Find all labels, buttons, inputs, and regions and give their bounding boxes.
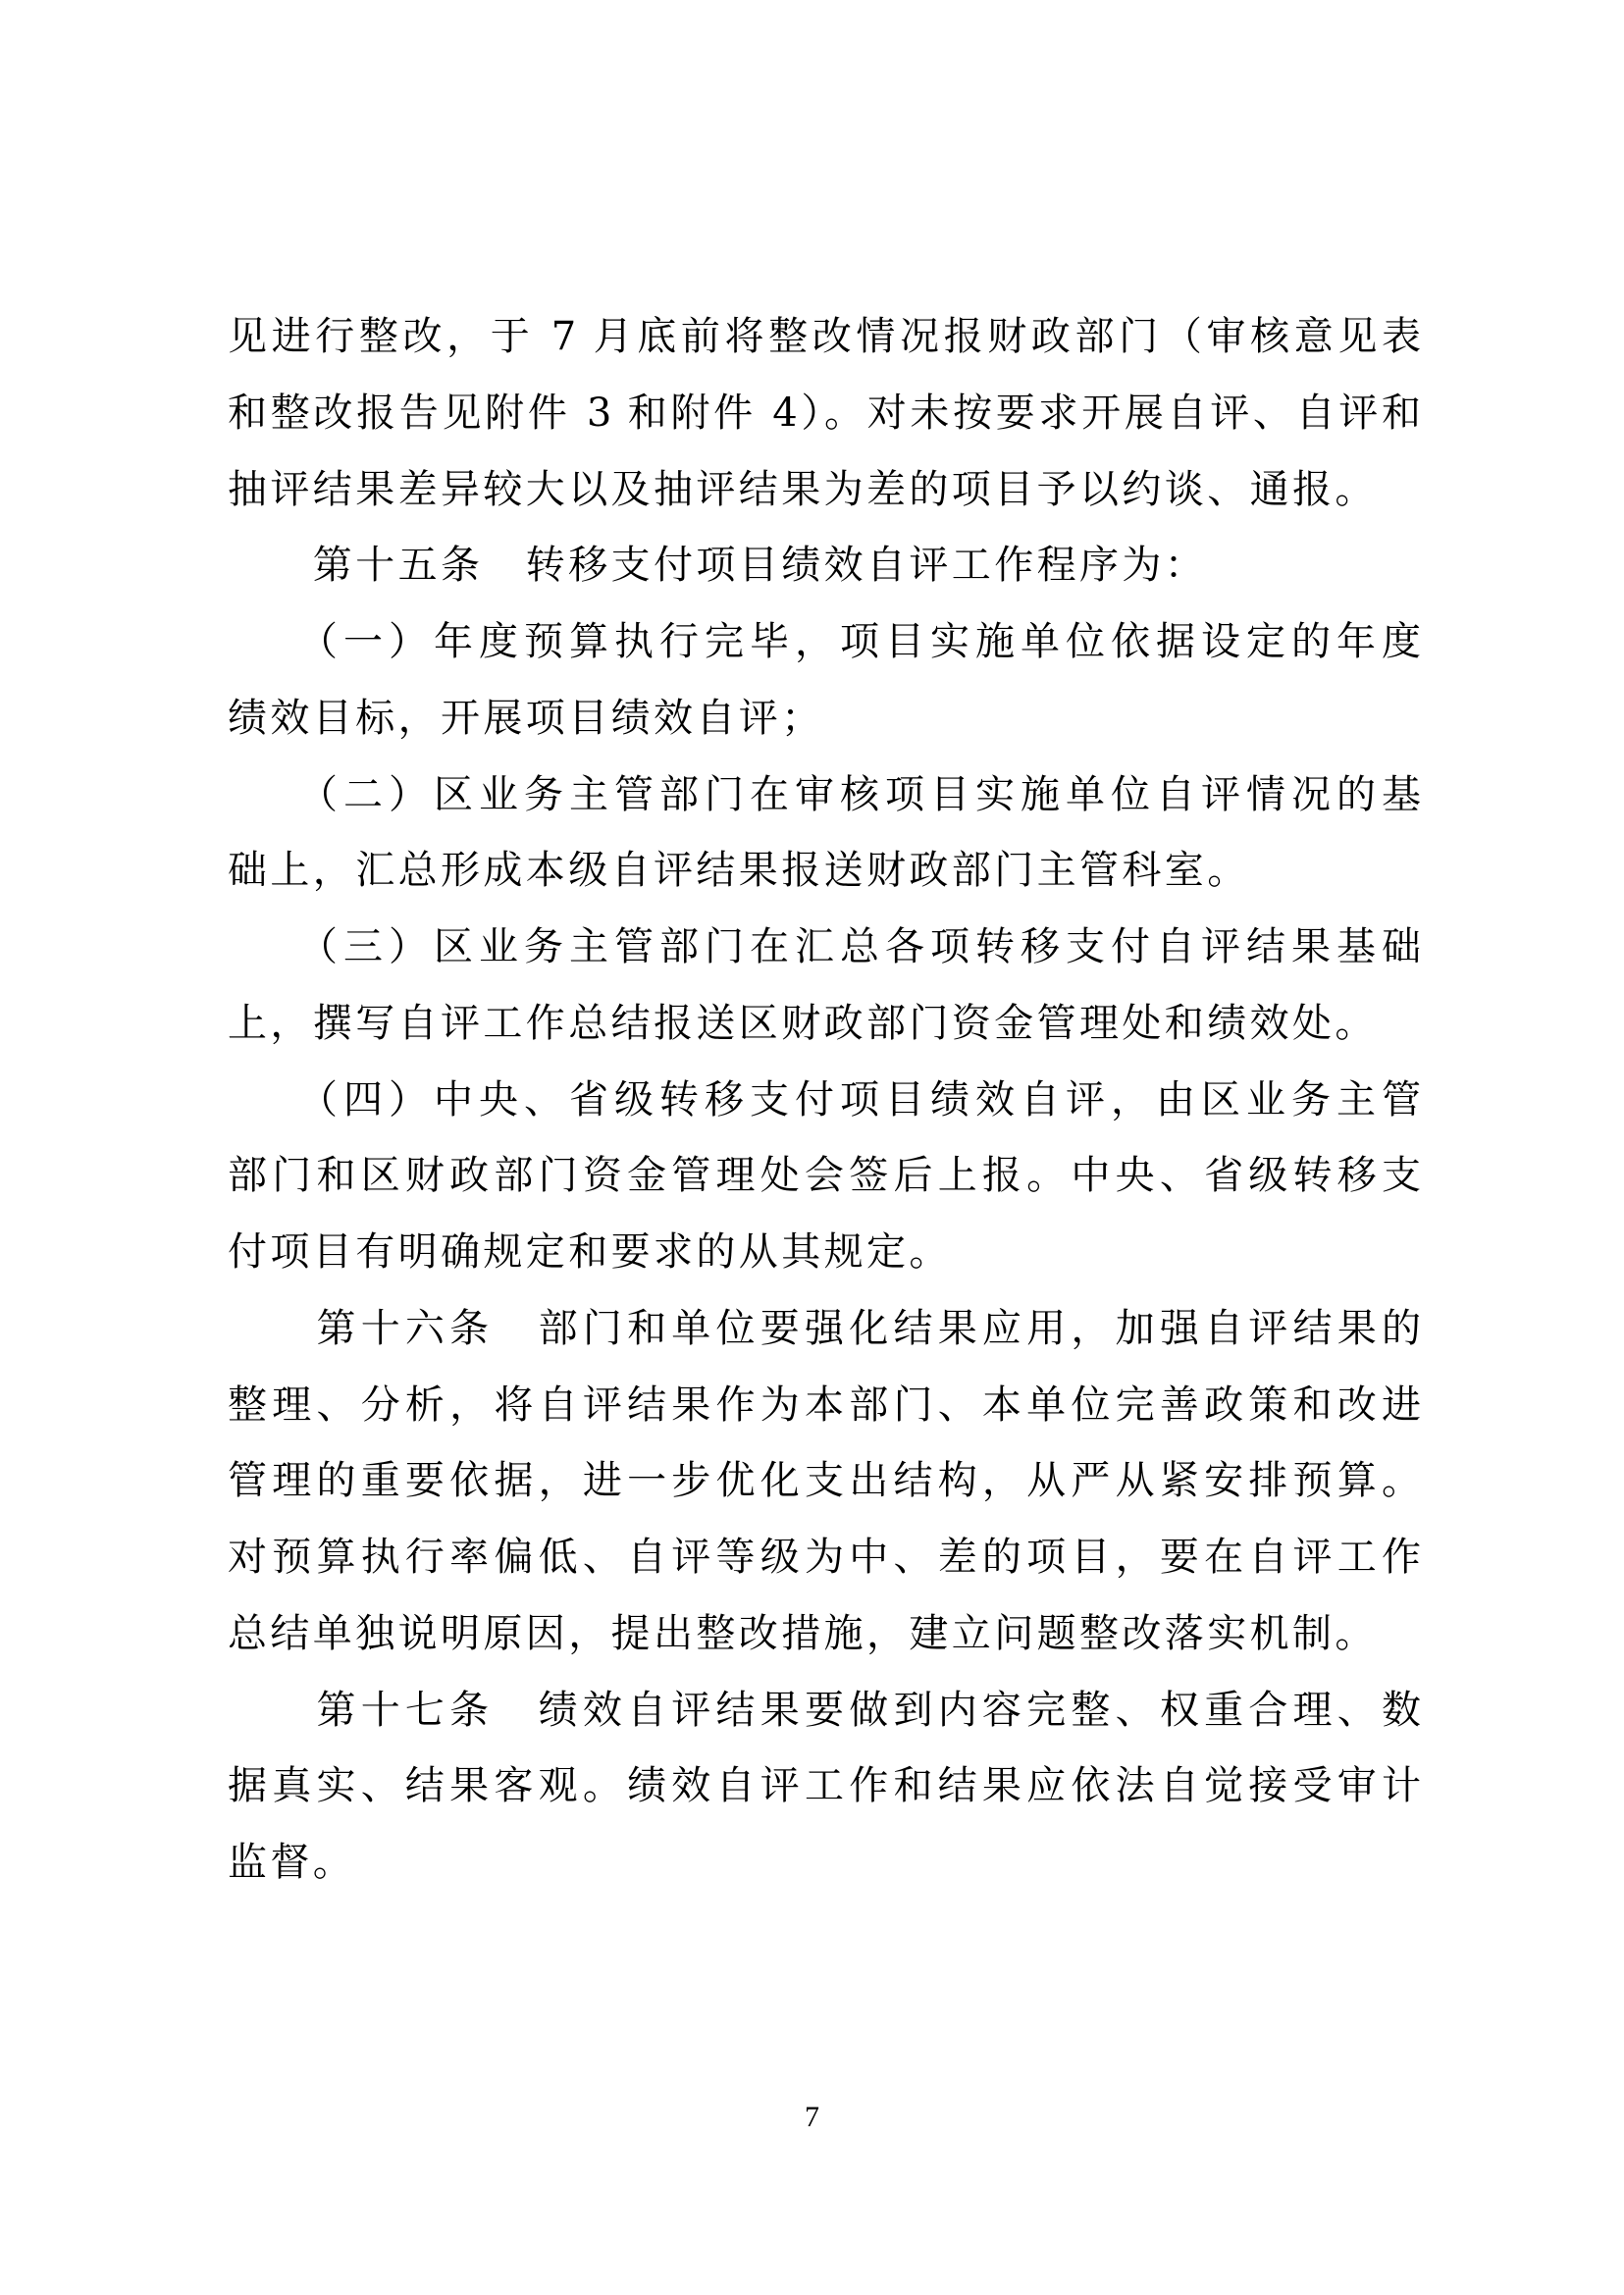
text-line: 监督。 [228, 1840, 356, 1885]
text-line: 见进行整改，于 7 月底前将整改情况报财政部门（审核意见表 [228, 314, 1421, 359]
text-line: 部门和区财政部门资金管理处会签后上报。中央、省级转移支 [228, 1153, 1421, 1199]
body-text [228, 299, 1421, 1902]
article-heading: 第十六条 部门和单位要强化结果应用，加强自评结果的 [228, 1305, 1421, 1351]
article-heading: 第十七条 绩效自评结果要做到内容完整、权重合理、数 [228, 1687, 1421, 1733]
text-line: 对预算执行率偏低、自评等级为中、差的项目，要在自评工作 [228, 1535, 1421, 1580]
text-line: 管理的重要依据，进一步优化支出结构，从严从紧安排预算。 [228, 1458, 1421, 1504]
text-line: （一）年度预算执行完毕，项目实施单位依据设定的年度 [228, 619, 1421, 664]
text-line: 据真实、结果客观。绩效自评工作和结果应依法自觉接受审计 [228, 1763, 1421, 1809]
article-heading: 第十五条 转移支付项目绩效自评工作程序为： [228, 543, 1208, 589]
text-line: 付项目有明确规定和要求的从其规定。 [228, 1229, 952, 1275]
text-line: （二）区业务主管部门在审核项目实施单位自评情况的基 [228, 771, 1421, 817]
text-line: 抽评结果差异较大以及抽评结果为差的项目予以约谈、通报。 [228, 466, 1378, 512]
text-line: 总结单独说明原因，提出整改措施，建立问题整改落实机制。 [228, 1610, 1378, 1656]
page-number: 7 [805, 2101, 819, 2133]
text-line: 绩效目标，开展项目绩效自评； [228, 695, 824, 741]
text-line: 整理、分析，将自评结果作为本部门、本单位完善政策和改进 [228, 1382, 1421, 1428]
text-line: （四）中央、省级转移支付项目绩效自评，由区业务主管 [228, 1076, 1421, 1122]
text-line: （三）区业务主管部门在汇总各项转移支付自评结果基础 [228, 924, 1421, 969]
text-line: 础上，汇总形成本级自评结果报送财政部门主管科室。 [228, 848, 1250, 894]
text-line: 和整改报告见附件 3 和附件 4）。对未按要求开展自评、自评和 [228, 390, 1421, 436]
text-line: 上，撰写自评工作总结报送区财政部门资金管理处和绩效处。 [228, 1000, 1378, 1046]
